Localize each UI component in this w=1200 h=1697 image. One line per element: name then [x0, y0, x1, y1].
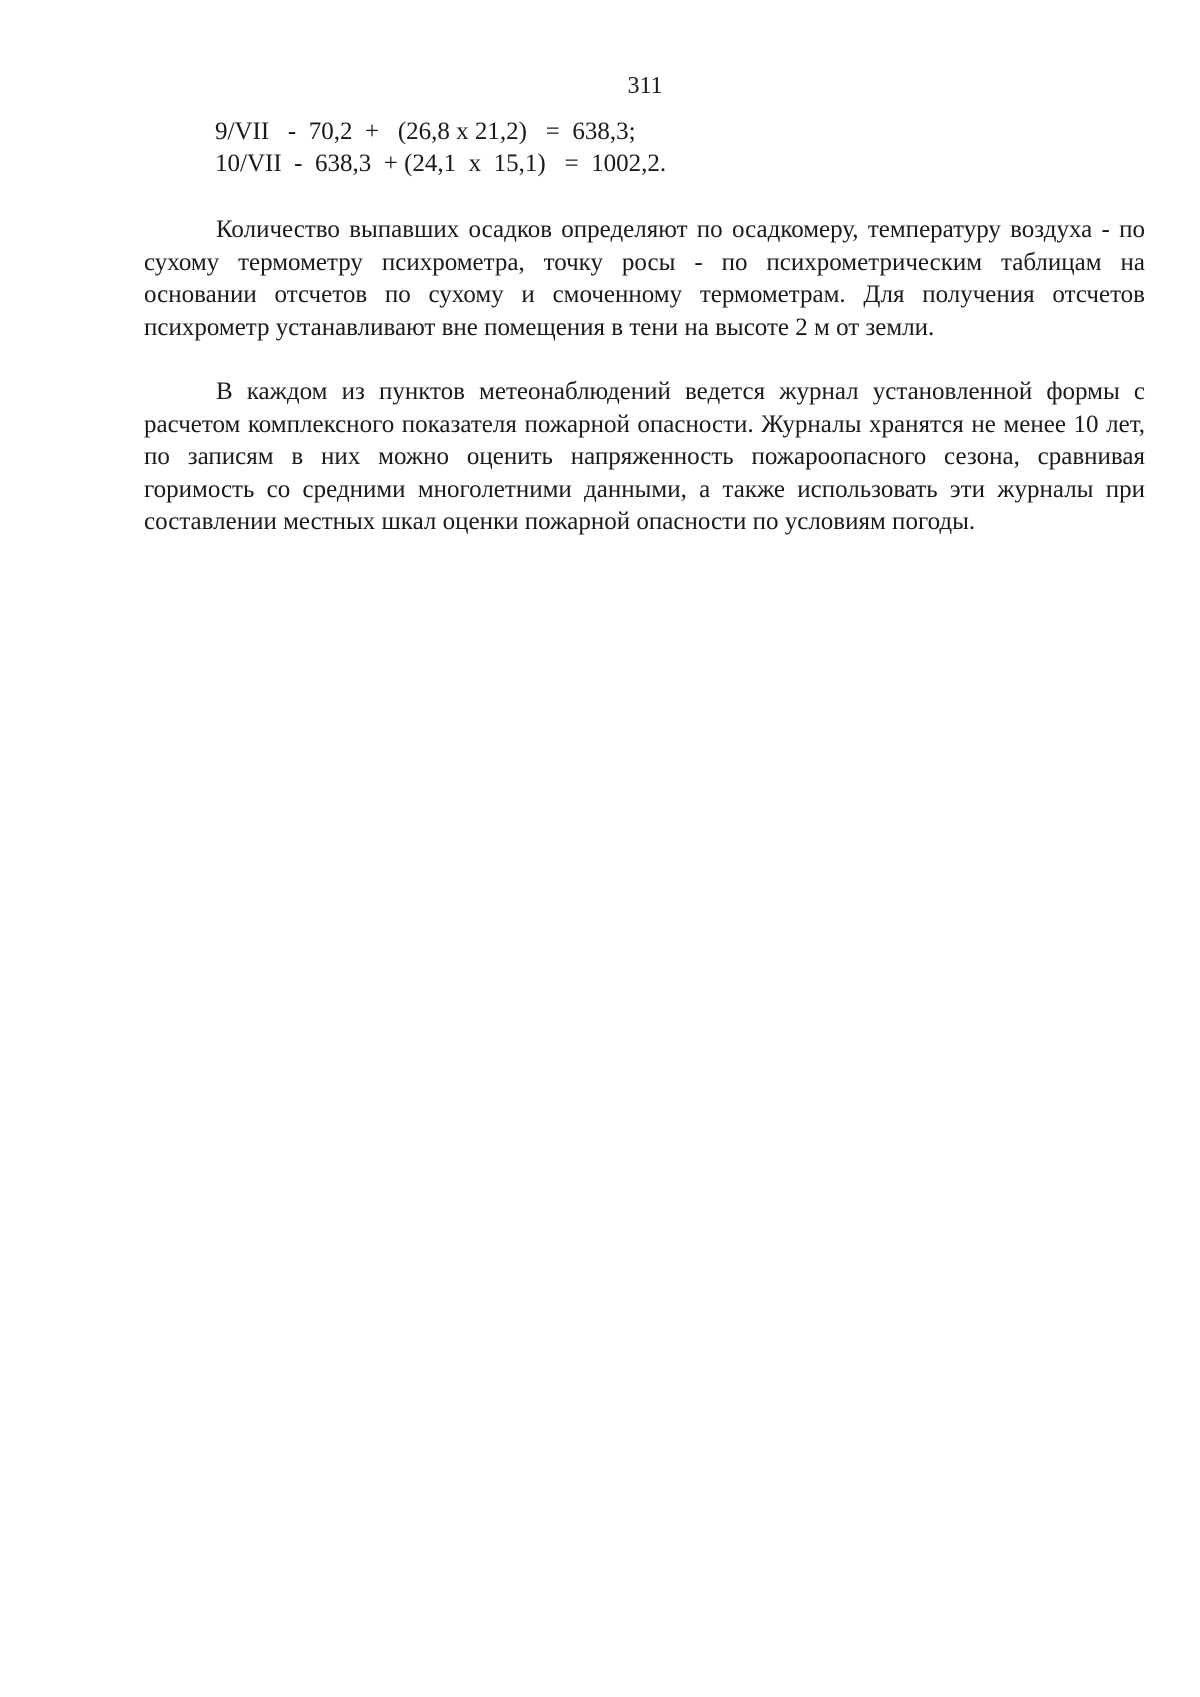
formula-line: 9/VII - 70,2 + (26,8 x 21,2) = 638,3;: [215, 118, 636, 145]
paragraph-block: [144, 376, 1145, 539]
paragraph-block: [144, 214, 1145, 344]
paragraph: В каждом из пунктов метеонаблюдений ведется журнал установленной формы с расчетом комплексного показателя пожарной опасности. Журналы хранятся не менее 10 лет, по записям в них можно оценить напряженность пожароопасного сезона, сравнивая горимость со средними многолетними данными, а также использовать эти журналы при составлении местных шкал оценки пожарной опасности по условиям погоды.: [144, 378, 1145, 535]
page-number: 311: [627, 73, 663, 99]
paragraph: Количество выпавших осадков определяют по осадкомеру, температуру воздуха - по сухому термометру психрометра, точку росы - по психрометрическим таблицам на основании отсчетов по сухому и смоченному термометрам. Для получения отсчетов психрометр устанавливают вне помещения в тени на высоте 2 м от земли.: [144, 216, 1145, 341]
formula-line: 10/VII - 638,3 + (24,1 x 15,1) = 1002,2.: [215, 150, 667, 177]
